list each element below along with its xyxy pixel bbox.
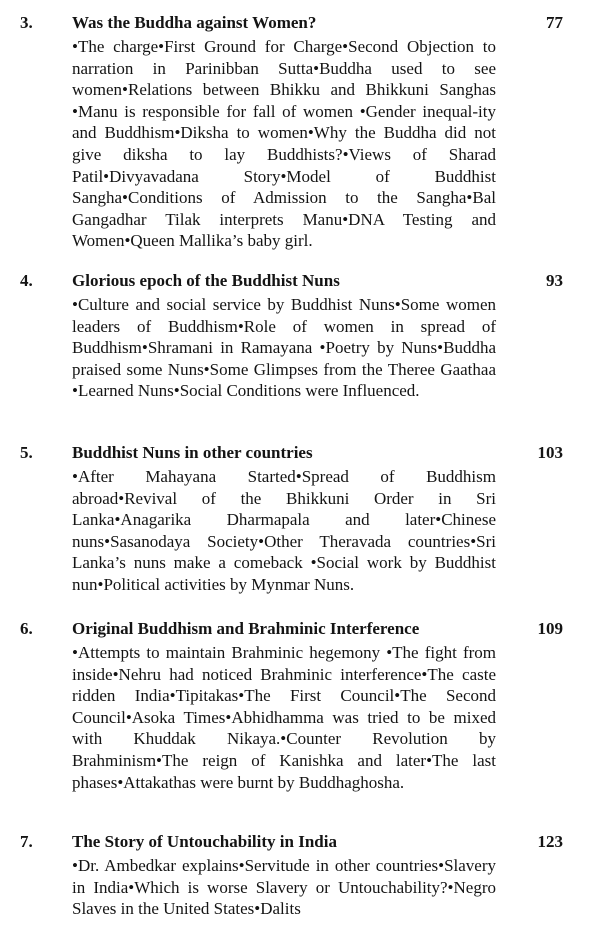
chapter-title: Glorious epoch of the Buddhist Nuns [72, 271, 340, 290]
chapter-title: Was the Buddha against Women? [72, 13, 317, 32]
chapter-title: The Story of Untouchability in India [72, 832, 337, 851]
chapter-page-number: 109 [537, 619, 563, 638]
chapter-title: Buddhist Nuns in other countries [72, 443, 313, 462]
chapter-page-number: 103 [537, 443, 563, 462]
chapter-number: 3. [20, 13, 33, 32]
chapter-summary: •The charge•First Ground for Charge•Second Objection to narration in Parinibban Sutta•Buddha used to see women•Relations between Bhikku and Bhikkuni Sanghas •Manu is responsible for fall of women •Gender inequal-ity and Buddhism•Diksha to women•Why the Buddha did not give diksha to lay Buddhists?•Views of Sharad Patil•Divyavadana Story•Model of Buddhist Sangha•Conditions of Admission to the Sangha•Bal Gangadhar Tilak interprets Manu•DNA Testing and Women•Queen Mallika’s baby girl. [72, 37, 496, 251]
chapter-page-number: 123 [537, 832, 563, 851]
chapter-summary: •Attempts to maintain Brahminic hegemony •The fight from inside•Nehru had noticed Brahminic interference•The caste ridden India•Tipitakas•The First Council•The Second Council•Asoka Times•Abhidhamma was tried to be mixed with Khuddak Nikaya.•Counter Revolution by Brahminism•The reign of Kanishka and later•The last phases•Attakathas were burnt by Buddhaghosha. [72, 643, 496, 792]
chapter-number: 5. [20, 443, 33, 462]
chapter-page-number: 77 [546, 13, 563, 32]
chapter-summary: •Dr. Ambedkar explains•Servitude in other countries•Slavery in India•Which is worse Slavery or Untouchability?•Negro Slaves in the United States•Dalits [72, 856, 496, 919]
chapter-summary: •After Mahayana Started•Spread of Buddhism abroad•Revival of the Bhikkuni Order in Sri Lanka•Anagarika Dharmapala and later•Chinese nuns•Sasanodaya Society•Other Theravada countries•Sri Lanka’s nuns make a comeback •Social work by Buddhist nun•Political activities by Mynmar Nuns. [72, 467, 496, 594]
chapter-number: 4. [20, 271, 33, 290]
chapter-page-number: 93 [546, 271, 563, 290]
chapter-number: 6. [20, 619, 33, 638]
chapter-number: 7. [20, 832, 33, 851]
chapter-summary: •Culture and social service by Buddhist Nuns•Some women leaders of Buddhism•Role of women in spread of Buddhism•Shramani in Ramayana •Poetry by Nuns•Buddha praised some Nuns•Some Glimpses from the Theree Gaathaa •Learned Nuns•Social Conditions were Influenced. [72, 295, 496, 401]
chapter-title: Original Buddhism and Brahminic Interference [72, 619, 420, 638]
